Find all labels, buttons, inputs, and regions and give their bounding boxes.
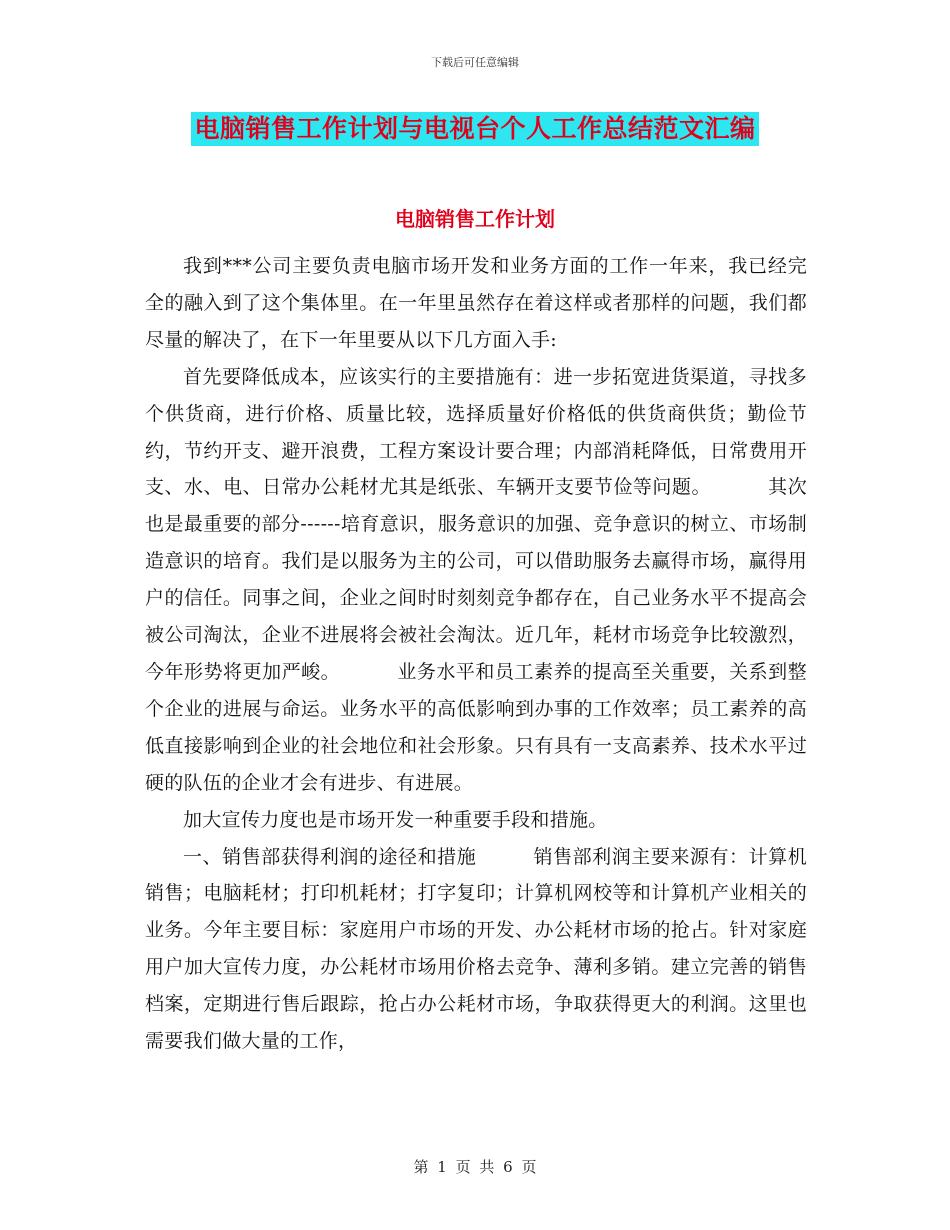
paragraph bbox=[145, 802, 807, 839]
paragraph-text: 首先要降低成本，应该实行的主要措施有：进一步拓宽进货渠道，寻找多个供货商，进行价格、质量比较，选择质量好价格低的供货商供货；勤俭节约，节约开支、避开浪费，工程方案设计要合理；内部消耗降低，日常费用开支、水、电、日常办公耗材尤其是纸张、车辆开支要节俭等问题。 bbox=[145, 365, 807, 499]
document-body bbox=[145, 248, 807, 1060]
paragraph-text: 销售部利润主要来源有：计算机销售；电脑耗材；打印机耗材；打字复印；计算机网校等和计算机产业相关的业务。今年主要目标：家庭用户市场的开发、办公耗材市场的抢占。针对家庭用户加大宣传力度，办公耗材市场用价格去竞争、薄利多销。建立完善的销售档案，定期进行售后跟踪，抢占办公耗材市场，争取获得更大的利润。这里也需要我们做大量的工作， bbox=[145, 845, 807, 1053]
page-header: 下载后可任意编辑 bbox=[431, 56, 519, 69]
paragraph bbox=[145, 839, 807, 1060]
paragraph-text: 其次也是最重要的部分------培育意识，服务意识的加强、竞争意识的树立、市场制造意识的培育。我们是以服务为主的公司，可以借助服务去赢得市场，赢得用户的信任。同事之间，企业之间时时刻刻竞争都存在，自己业务水平不提高会被公司淘汰，企业不进展将会被社会淘汰。近几年，耗材市场竞争比较激烈，今年形势将更加严峻。 bbox=[145, 476, 808, 683]
paragraph-text: 加大宣传力度也是市场开发一种重要手段和措施。 bbox=[183, 808, 608, 831]
document-title-container bbox=[0, 112, 950, 146]
paragraph bbox=[145, 248, 807, 359]
paragraph-text: 我到***公司主要负责电脑市场开发和业务方面的工作一年来，我已经完全的融入到了这个集体里。在一年里虽然存在着这样或者那样的问题，我们都尽量的解决了，在下一年里要从以下几方面入手: bbox=[145, 255, 807, 351]
paragraph-text: 业务水平和员工素养的提高至关重要，关系到整个企业的进展与命运。业务水平的高低影响到办事的工作效率；员工素养的高低直接影响到企业的社会地位和社会形象。只有具有一支高素养、技术水平过硬的队伍的企业才会有进步、有进展。 bbox=[145, 660, 807, 794]
document-title: 电脑销售工作计划与电视台个人工作总结范文汇编 bbox=[191, 112, 758, 146]
page-footer: 第 1 页 共 6 页 bbox=[413, 1158, 537, 1176]
paragraph-text: 一、销售部获得利润的途径和措施 bbox=[183, 845, 477, 868]
paragraph bbox=[145, 359, 807, 802]
section-title: 电脑销售工作计划 bbox=[395, 207, 555, 231]
